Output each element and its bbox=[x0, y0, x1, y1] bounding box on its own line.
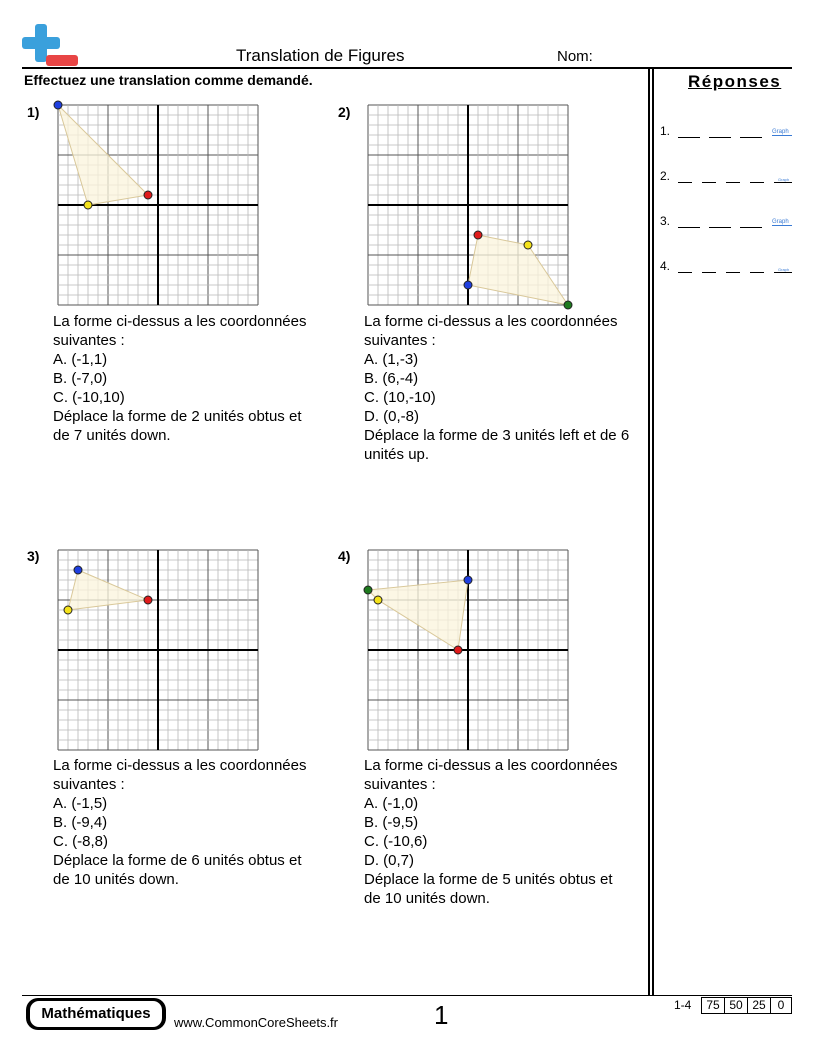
text-line: suivantes : bbox=[364, 776, 436, 793]
text-line: de 10 unités down. bbox=[53, 871, 179, 888]
text-line: La forme ci-dessus a les coordonnées bbox=[364, 757, 618, 774]
answer-column-divider bbox=[652, 67, 654, 996]
vertex-point[interactable] bbox=[144, 191, 152, 199]
text-line: B. (-7,0) bbox=[53, 370, 108, 387]
text-line: de 7 unités down. bbox=[53, 427, 171, 444]
answer-blank[interactable] bbox=[678, 272, 692, 273]
text-line: Déplace la forme de 3 unités left et de 6 bbox=[364, 427, 630, 444]
answer-number: 4. bbox=[660, 259, 671, 273]
score-box: 25 bbox=[747, 997, 771, 1014]
text-line: A. (1,-3) bbox=[364, 351, 419, 368]
problem-text bbox=[53, 312, 333, 445]
page-number: 1 bbox=[434, 1000, 449, 1030]
text-line: B. (-9,5) bbox=[364, 814, 419, 831]
answer-column-divider bbox=[648, 67, 650, 996]
vertex-point[interactable] bbox=[464, 576, 472, 584]
vertex-point[interactable] bbox=[144, 596, 152, 604]
answer-blank[interactable] bbox=[750, 182, 764, 183]
footer-rule bbox=[22, 995, 792, 996]
instruction: Effectuez une translation comme demandé. bbox=[24, 72, 313, 88]
worksheet-title: Translation de Figures bbox=[236, 46, 405, 65]
graph-link[interactable]: Graph bbox=[778, 267, 790, 272]
text-line: D. (0,-8) bbox=[364, 408, 420, 425]
vertex-point[interactable] bbox=[564, 301, 572, 309]
text-line: C. (-10,10) bbox=[53, 389, 125, 406]
answer-blank[interactable] bbox=[774, 272, 792, 273]
coordinate-grid[interactable] bbox=[363, 100, 573, 310]
text-line: Déplace la forme de 2 unités obtus et bbox=[53, 408, 302, 425]
header-rule bbox=[22, 67, 792, 69]
text-line: suivantes : bbox=[53, 776, 125, 793]
problem-number: 3) bbox=[27, 548, 40, 564]
answer-blank[interactable] bbox=[678, 227, 700, 228]
vertex-point[interactable] bbox=[74, 566, 82, 574]
vertex-point[interactable] bbox=[64, 606, 72, 614]
text-line: La forme ci-dessus a les coordonnées bbox=[53, 313, 307, 330]
problem-number: 1) bbox=[27, 104, 40, 120]
text-line: D. (0,7) bbox=[364, 852, 415, 869]
website-link[interactable]: www.CommonCoreSheets.fr bbox=[174, 1015, 338, 1030]
vertex-point[interactable] bbox=[464, 281, 472, 289]
vertex-point[interactable] bbox=[474, 231, 482, 239]
graph-link[interactable]: Graph bbox=[778, 177, 790, 182]
score-box: 50 bbox=[724, 997, 748, 1014]
answers-title: Réponses bbox=[688, 72, 782, 91]
coordinate-grid[interactable] bbox=[363, 545, 573, 755]
text-line: A. (-1,1) bbox=[53, 351, 108, 368]
answer-number: 3. bbox=[660, 214, 671, 228]
answer-number: 1. bbox=[660, 124, 671, 138]
answer-blank[interactable] bbox=[709, 137, 731, 138]
vertex-point[interactable] bbox=[374, 596, 382, 604]
answer-blank[interactable] bbox=[702, 272, 716, 273]
answer-blank[interactable] bbox=[740, 227, 762, 228]
graph-link[interactable]: Graph bbox=[772, 129, 792, 136]
problem-number: 4) bbox=[338, 548, 351, 564]
vertex-point[interactable] bbox=[84, 201, 92, 209]
text-line: A. (-1,5) bbox=[53, 795, 108, 812]
logo bbox=[22, 24, 80, 68]
score-box: 75 bbox=[701, 997, 725, 1014]
vertex-point[interactable] bbox=[454, 646, 462, 654]
text-line: B. (-9,4) bbox=[53, 814, 108, 831]
text-line: suivantes : bbox=[364, 332, 436, 349]
answer-number: 2. bbox=[660, 169, 671, 183]
answer-blank[interactable] bbox=[750, 272, 764, 273]
score-box: 0 bbox=[770, 997, 792, 1014]
text-line: La forme ci-dessus a les coordonnées bbox=[364, 313, 618, 330]
coordinate-grid[interactable] bbox=[53, 100, 263, 310]
vertex-point[interactable] bbox=[364, 586, 372, 594]
graph-link[interactable]: Graph bbox=[772, 219, 792, 226]
text-line: C. (-10,6) bbox=[364, 833, 428, 850]
text-line: La forme ci-dessus a les coordonnées bbox=[53, 757, 307, 774]
answer-blank[interactable] bbox=[678, 182, 692, 183]
problem-number: 2) bbox=[338, 104, 351, 120]
coordinate-grid[interactable] bbox=[53, 545, 263, 755]
text-line: A. (-1,0) bbox=[364, 795, 419, 812]
problem-text bbox=[364, 756, 644, 908]
shape-polygon bbox=[468, 235, 568, 305]
text-line: Déplace la forme de 5 unités obtus et bbox=[364, 871, 613, 888]
text-line: B. (6,-4) bbox=[364, 370, 419, 387]
text-line: suivantes : bbox=[53, 332, 125, 349]
text-line: Déplace la forme de 6 unités obtus et bbox=[53, 852, 302, 869]
text-line: unités up. bbox=[364, 446, 430, 463]
problem-text bbox=[364, 312, 644, 464]
vertex-point[interactable] bbox=[524, 241, 532, 249]
answer-blank[interactable] bbox=[740, 137, 762, 138]
answer-blank[interactable] bbox=[702, 182, 716, 183]
subject-badge bbox=[26, 998, 166, 1030]
problem-text bbox=[53, 756, 333, 889]
answer-blank[interactable] bbox=[678, 137, 700, 138]
name-label: Nom: bbox=[557, 48, 593, 65]
answer-blank[interactable] bbox=[726, 272, 740, 273]
text-line: de 10 unités down. bbox=[364, 890, 490, 907]
answer-blank[interactable] bbox=[709, 227, 731, 228]
answer-blank[interactable] bbox=[774, 182, 792, 183]
score-range: 1-4 bbox=[674, 998, 692, 1012]
vertex-point[interactable] bbox=[54, 101, 62, 109]
subject-label: Mathématiques bbox=[30, 1001, 162, 1027]
text-line: C. (-8,8) bbox=[53, 833, 109, 850]
answer-blank[interactable] bbox=[726, 182, 740, 183]
text-line: C. (10,-10) bbox=[364, 389, 436, 406]
